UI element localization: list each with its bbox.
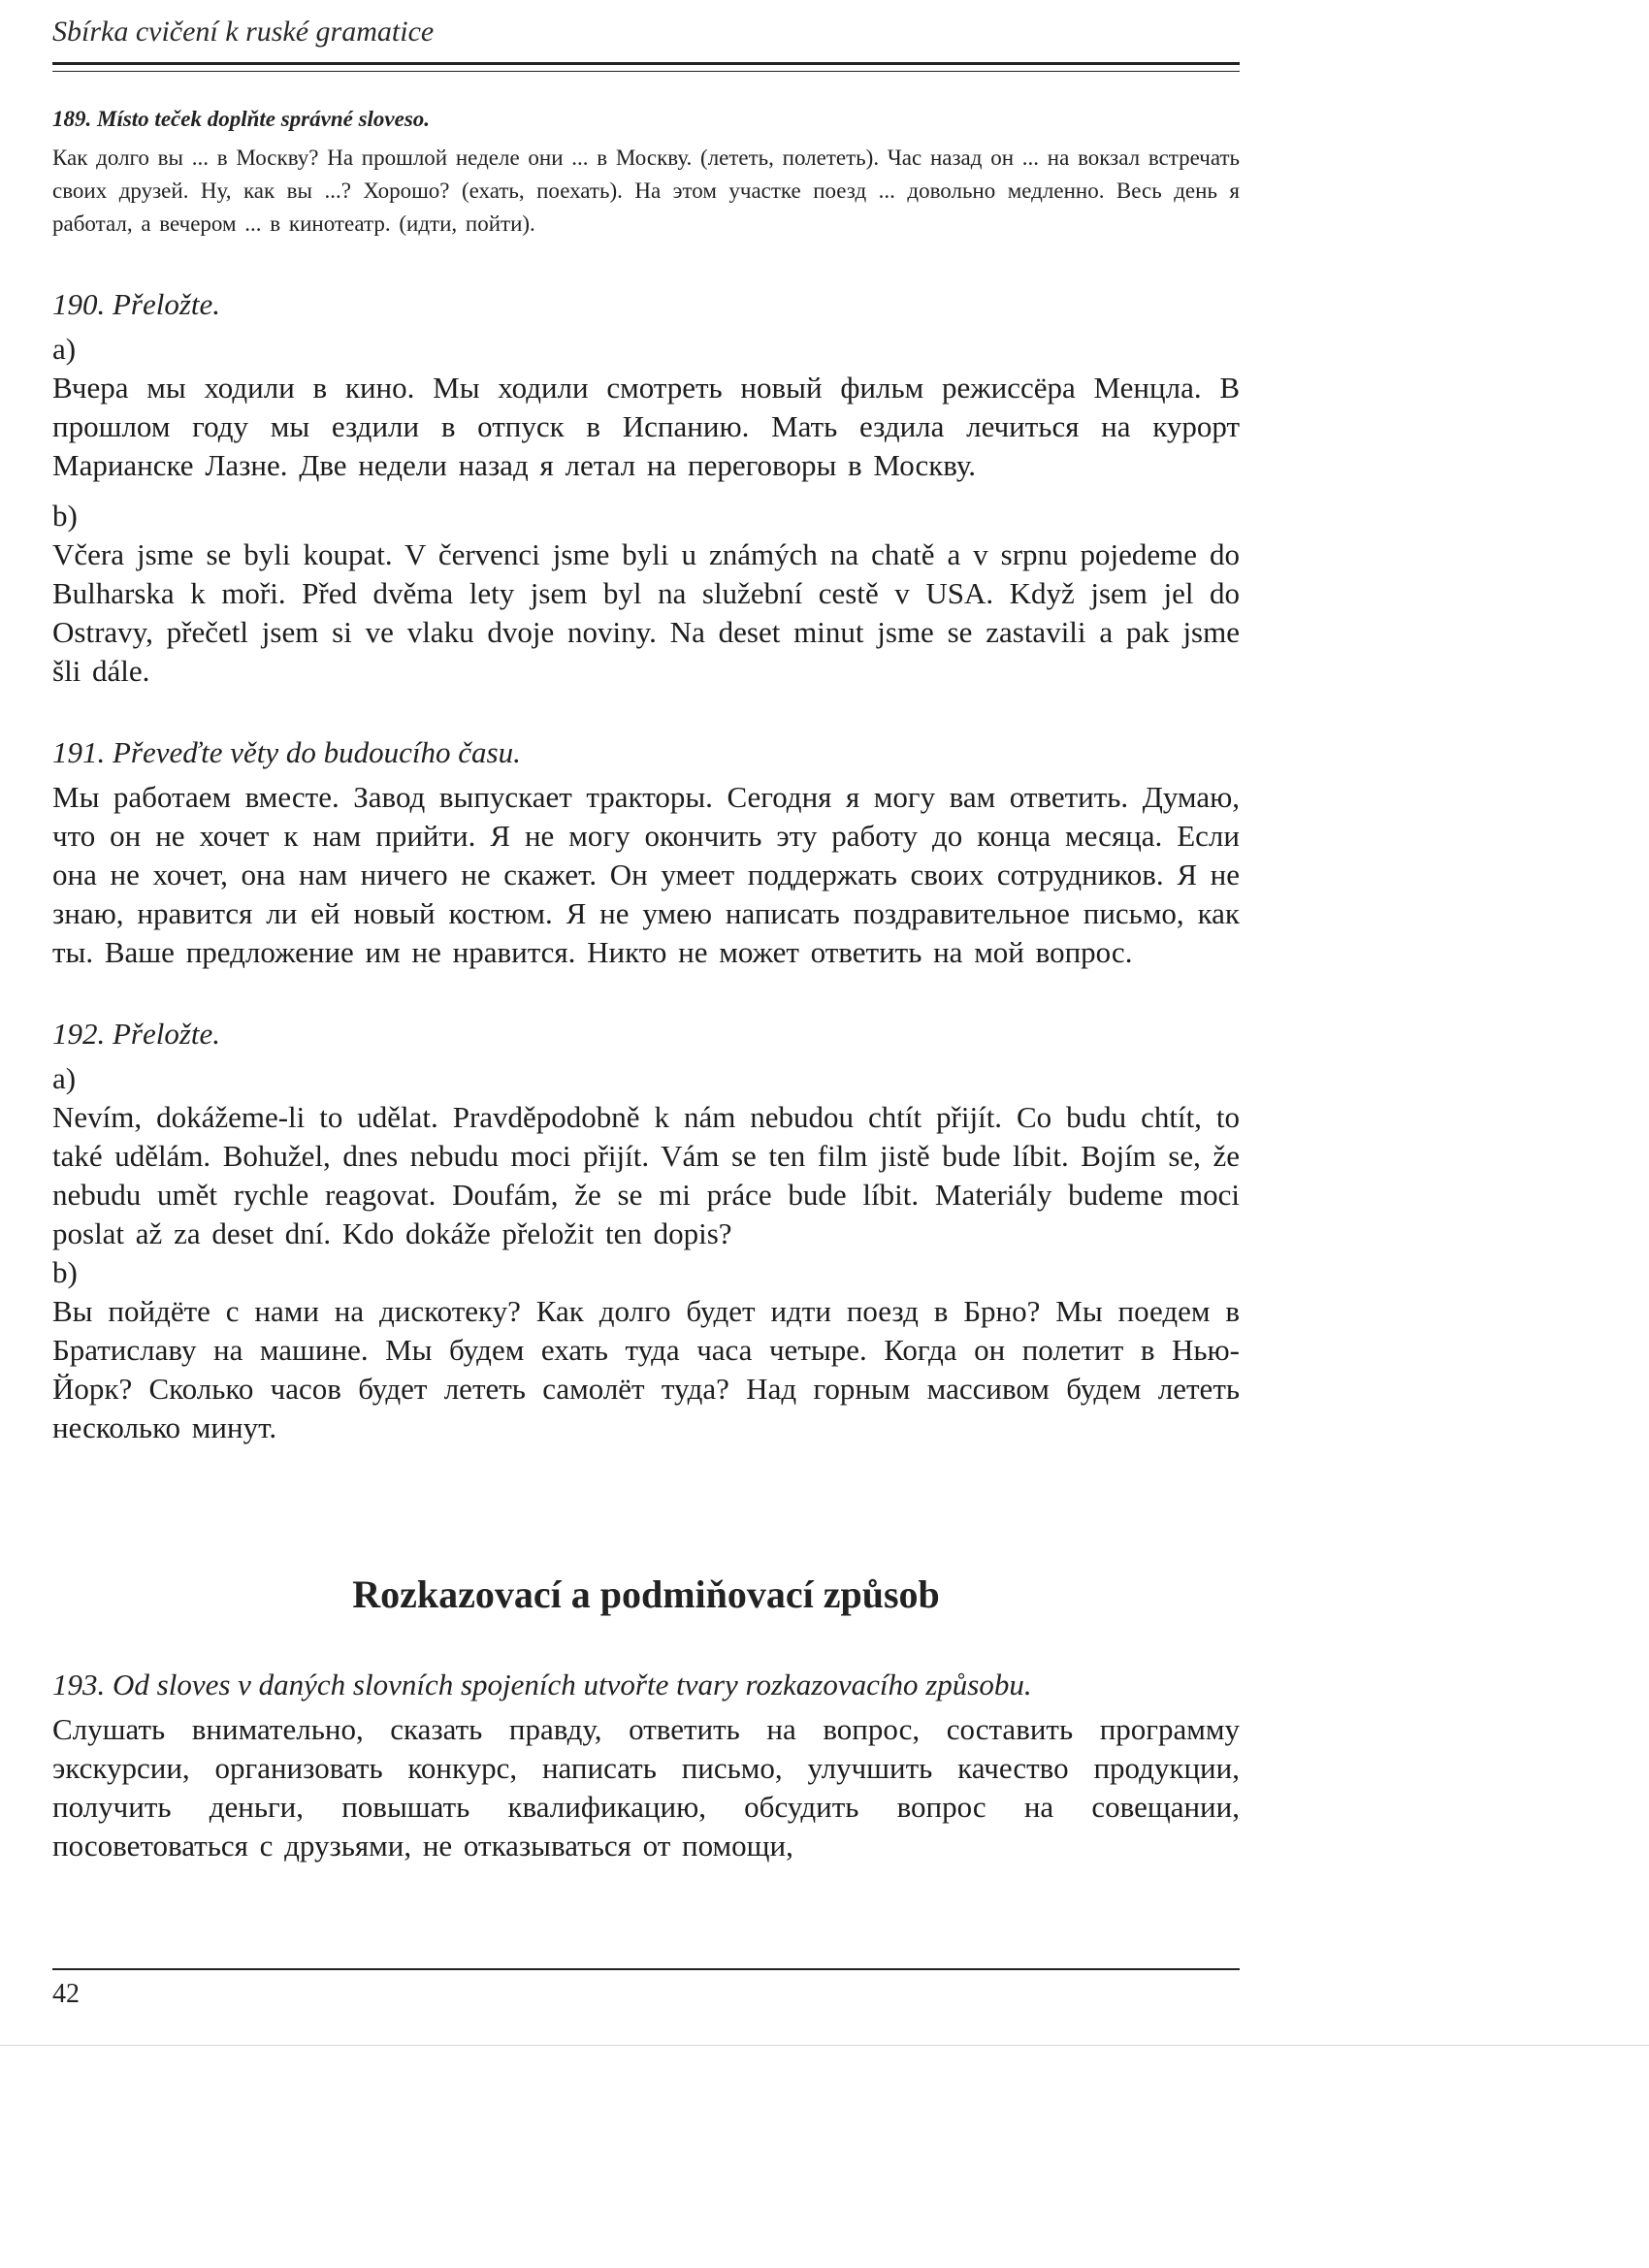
exercise-189-text: Как долго вы ... в Москву? На прошлой неделе они ... в Москву. (лететь, полететь). Час назад он ... на вокзал встречать своих друзей. Ну, как вы ...? Хорошо? (ехать, поехать). На этом участке поезд ... довольно медленно. Весь день я работал, а вечером ... в кинотеатр. (идти, пойти).	[52, 146, 1240, 236]
exercise-192-label-a: a)	[52, 1061, 77, 1095]
exercise-190-heading: 190. Přeložte.	[52, 287, 221, 321]
exercise-191-text: Мы работаем вместе. Завод выпускает тракторы. Сегодня я могу вам ответить. Думаю, что он не хочет к нам прийти. Я не могу окончить эту работу до конца месяца. Если она не хочет, она нам ничего не скажет. Он умеет поддержать своих сотрудников. Я не знаю, нравится ли ей новый костюм. Я не умею написать поздравительное письмо, как ты. Ваше предложение им не нравится. Никто не может ответить на мой вопрос.	[52, 780, 1240, 969]
exercise-193-text: Слушать внимательно, сказать правду, ответить на вопрос, составить программу экскурсии, организовать конкурс, написать письмо, улучшить качество продукции, получить деньги, повышать квалификацию, обсудить вопрос на совещании, посоветоваться с друзьями, не отказываться от помощи,	[52, 1712, 1240, 1863]
exercise-191	[52, 735, 1240, 972]
exercise-193-heading: 193. Od sloves v daných slovních spojeních utvořte tvary rozkazovacího způsobu.	[52, 1668, 1032, 1701]
exercise-192-text-a: Nevím, dokážeme-li to udělat. Pravděpodobně k nám nebudou chtít přijít. Co budu chtít, to také udělám. Bohužel, dnes nebudu moci přijít. Vám se ten film jistě bude líbit. Bojím se, že nebudu umět rychle reagovat. Doufám, že se mi práce bude líbit. Materiály budeme moci poslat až za deset dní. Kdo dokáže přeložit ten dopis?	[52, 1100, 1240, 1250]
exercise-192	[52, 1017, 1240, 1447]
running-header: Sbírka cvičení k ruské gramatice	[52, 16, 435, 48]
exercise-193	[52, 1668, 1240, 1865]
exercise-191-heading: 191. Převeďte věty do budoucího času.	[52, 735, 521, 769]
exercise-190	[52, 287, 1240, 691]
page-number: 42	[52, 1979, 80, 2009]
header-double-rule	[52, 62, 1240, 72]
exercise-190-label-b: b)	[52, 499, 78, 533]
exercise-190-label-a: a)	[52, 332, 77, 366]
exercise-190-text-b: Včera jsme se byli koupat. V červenci jsme byli u známých na chatě a v srpnu pojedeme do Bulharska k moři. Před dvěma lety jsem byl na služební cestě v USA. Když jsem jel do Ostravy, přečetl jsem si ve vlaku dvoje noviny. Na deset minut jsme se zastavili a pak jsme šli dále.	[52, 537, 1240, 688]
exercise-192-heading: 192. Přeložte.	[52, 1017, 221, 1051]
section-title: Rozkazovací a podmiňovací způsob	[352, 1572, 940, 1616]
footer-rule	[52, 1968, 1240, 1970]
page-content	[52, 107, 1240, 1865]
exercise-190-text-a: Вчера мы ходили в кино. Мы ходили смотреть новый фильм режиссёра Менцла. В прошлом году мы ездили в отпуск в Испанию. Мать ездила лечиться на курорт Марианске Лазне. Две недели назад я летал на переговоры в Москву.	[52, 371, 1240, 482]
exercise-192-text-b: Вы пойдёте с нами на дискотеку? Как долго будет идти поезд в Брно? Мы поедем в Братиславу на машине. Мы будем ехать туда часа четыре. Когда он полетит в Нью-Йорк? Сколько часов будет лететь самолёт туда? Над горным массивом будем лететь несколько минут.	[52, 1294, 1240, 1444]
scan-edge-line	[0, 2045, 1649, 2046]
exercise-189	[52, 107, 1240, 241]
exercise-192-label-b: b)	[52, 1255, 78, 1289]
exercise-189-heading: 189. Místo teček doplňte správné sloveso.	[52, 107, 431, 131]
